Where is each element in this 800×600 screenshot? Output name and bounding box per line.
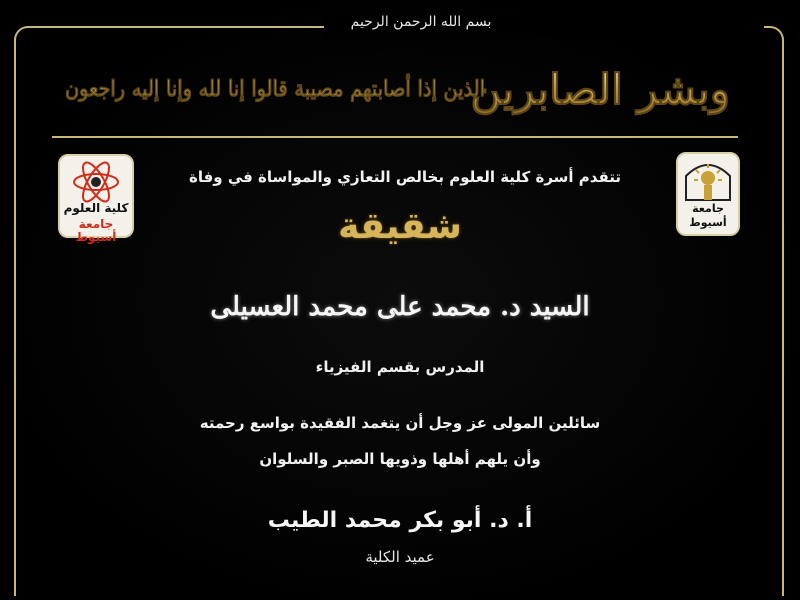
quran-verse-banner <box>40 40 760 130</box>
relation-heading: شقيقة <box>338 206 462 247</box>
basmala: بسم الله الرحمن الرحيم <box>350 14 492 30</box>
verse-small: الذين إذا أصابتهم مصيبة قالوا إنا لله وإنا إليه راجعون <box>65 76 544 102</box>
logo-right-line1: جامعة <box>692 202 724 215</box>
faculty-of-science-logo <box>58 154 134 244</box>
person-name: السيد د. محمد على محمد العسيلى <box>210 292 590 322</box>
prayer-line-2: وأن يلهم أهلها وذويها الصبر والسلوان <box>259 450 541 468</box>
assiut-university-logo <box>676 152 740 236</box>
calligraphy-banner <box>40 40 760 130</box>
condolence-intro: تتقدم أسرة كلية العلوم بخالص التعازي والمواساة في وفاة <box>188 168 621 186</box>
verse-large: وبشر الصابرين <box>470 65 730 114</box>
signer-title: عميد الكلية <box>365 548 435 566</box>
logo-left-line1: كلية العلوم <box>63 201 129 215</box>
person-role: المدرس بقسم الفيزياء <box>315 358 485 376</box>
sun-emblem-icon <box>678 154 738 204</box>
prayer-line-1: سائلين المولى عز وجل أن يتغمد الفقيدة بواسع رحمته <box>199 414 601 432</box>
logo-left-line2: جامعة أسيوط <box>75 217 117 244</box>
signer-name: أ. د. أبو بكر محمد الطيب <box>267 508 533 533</box>
gold-divider <box>52 136 738 138</box>
logo-right-line2: أسيوط <box>689 216 727 229</box>
